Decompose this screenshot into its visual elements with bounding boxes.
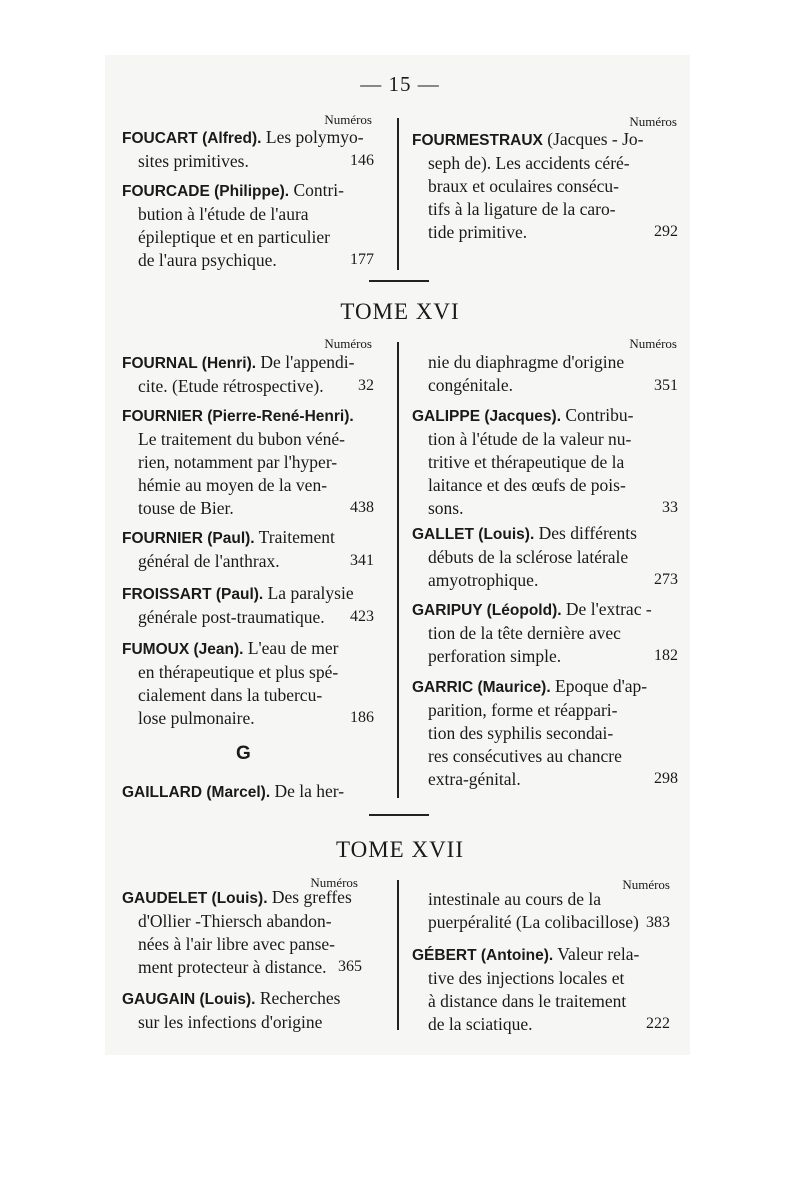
author-name: FOURNIER (Pierre-René-Henri). — [122, 408, 354, 425]
index-entry: GAILLARD (Marcel). De la her- — [122, 781, 345, 801]
author-name: FOURMESTRAUX — [412, 132, 543, 149]
numeros-header: Numéros — [629, 114, 677, 129]
numeros-header: Numéros — [629, 336, 677, 351]
entry-number: 182 — [654, 647, 678, 664]
author-name: FROISSART (Paul). — [122, 586, 264, 603]
entry-number: 146 — [350, 152, 374, 169]
index-entry: FOURNIER (Pierre-René-Henri). Le traitement du bubon véné- rien, notamment par l'hyper- hémie au moyen de la ven- touse de Bier. 438 — [122, 408, 374, 518]
author-name: FOURCADE (Philippe). — [122, 183, 290, 200]
author-name: FOUCART (Alfred). — [122, 130, 262, 147]
entry-number: 273 — [654, 571, 678, 588]
numeros-header: Numéros — [622, 877, 670, 892]
author-name: GÉBERT (Antoine). — [412, 947, 554, 964]
index-entry: GÉBERT (Antoine). Valeur rela- tive des injections locales et à distance dans le traitement de la sciatique. 222 — [412, 944, 670, 1034]
numeros-header: Numéros — [324, 112, 372, 127]
entry-number: 438 — [350, 499, 374, 516]
index-entry: GALIPPE (Jacques). Contribu- tion à l'étude de la valeur nu- tritive et thérapeutique de la laitance et des œufs de pois- sons. 33 — [412, 405, 678, 518]
entry-number: 222 — [646, 1015, 670, 1032]
entry-number: 341 — [350, 552, 374, 569]
page-number: — 15 — — [360, 72, 440, 96]
column-divider — [397, 118, 399, 270]
entry-number: 292 — [654, 223, 678, 240]
letter-heading: G — [236, 743, 251, 764]
index-entry: GALLET (Louis). Des différents débuts de la sclérose latérale amyotrophique. 273 — [412, 523, 678, 590]
index-entry: FOUCART (Alfred). Les polymyo- sites primitives. 146 — [122, 127, 374, 171]
column-divider — [397, 880, 399, 1030]
index-entry: FUMOUX (Jean). L'eau de mer en thérapeutique et plus spé- cialement dans la tubercu- lose pulmonaire. 186 — [122, 638, 374, 728]
entry-number: 298 — [654, 770, 678, 787]
entry-number: 365 — [338, 958, 362, 975]
numeros-header: Numéros — [324, 336, 372, 351]
author-name: FUMOUX (Jean). — [122, 641, 244, 658]
tome-heading: TOME XVII — [335, 837, 465, 862]
tome-heading: TOME XVI — [340, 299, 460, 324]
entry-number: 33 — [662, 499, 678, 516]
author-name: GALIPPE (Jacques). — [412, 408, 562, 425]
entry-number: 423 — [350, 608, 374, 625]
index-entry: FROISSART (Paul). La paralysie générale post-traumatique. 423 — [122, 583, 374, 627]
entry-number: 186 — [350, 709, 374, 726]
index-entry: GARIPUY (Léopold). De l'extrac - tion de la tête dernière avec perforation simple. 182 — [412, 599, 678, 666]
index-entry: nie du diaphragme d'origine congénitale. 351 — [428, 352, 678, 395]
author-name: FOURNAL (Henri). — [122, 355, 257, 372]
index-entry: GAUGAIN (Louis). Recherches sur les infections d'origine — [122, 988, 341, 1032]
entry-number: 351 — [654, 377, 678, 394]
author-name: GAUGAIN (Louis). — [122, 991, 256, 1008]
numeros-header: Numéros — [310, 875, 358, 890]
entry-number: 32 — [358, 377, 374, 394]
author-name: GARIPUY (Léopold). — [412, 602, 562, 619]
author-name: GAILLARD (Marcel). — [122, 784, 271, 801]
section-rule — [369, 280, 429, 282]
entry-number: 383 — [646, 914, 670, 931]
column-divider — [397, 342, 399, 798]
section-rule — [369, 814, 429, 816]
entry-number: 177 — [350, 251, 374, 268]
author-name: FOURNIER (Paul). — [122, 530, 255, 547]
index-entry: FOURNIER (Paul). Traitement général de l'anthrax. 341 — [122, 527, 374, 571]
index-entry: GAUDELET (Louis). Des greffes d'Ollier -Thiersch abandon- nées à l'air libre avec panse- ment protecteur à distance. 365 — [122, 887, 362, 977]
index-entry: FOURNAL (Henri). De l'appendi- cite. (Etude rétrospective). 32 — [122, 352, 374, 396]
author-name: GALLET (Louis). — [412, 526, 535, 543]
author-name: GAUDELET (Louis). — [122, 890, 268, 907]
index-entry: FOURMESTRAUX (Jacques - Jo- seph de). Les accidents céré- braux et oculaires consécu- tifs à la ligature de la caro- tide primitive. 292 — [412, 129, 678, 242]
index-entry: FOURCADE (Philippe). Contri- bution à l'étude de l'aura épileptique et en particulier de l'aura psychique. 177 — [122, 180, 374, 270]
author-name: GARRIC (Maurice). — [412, 679, 551, 696]
index-entry: GARRIC (Maurice). Epoque d'ap- parition, forme et réappari- tion des syphilis secondai- res consécutives au chancre extra-génital. 298 — [412, 676, 678, 789]
index-entry: intestinale au cours de la puerpéralité (La colibacillose) 383 — [428, 889, 670, 932]
